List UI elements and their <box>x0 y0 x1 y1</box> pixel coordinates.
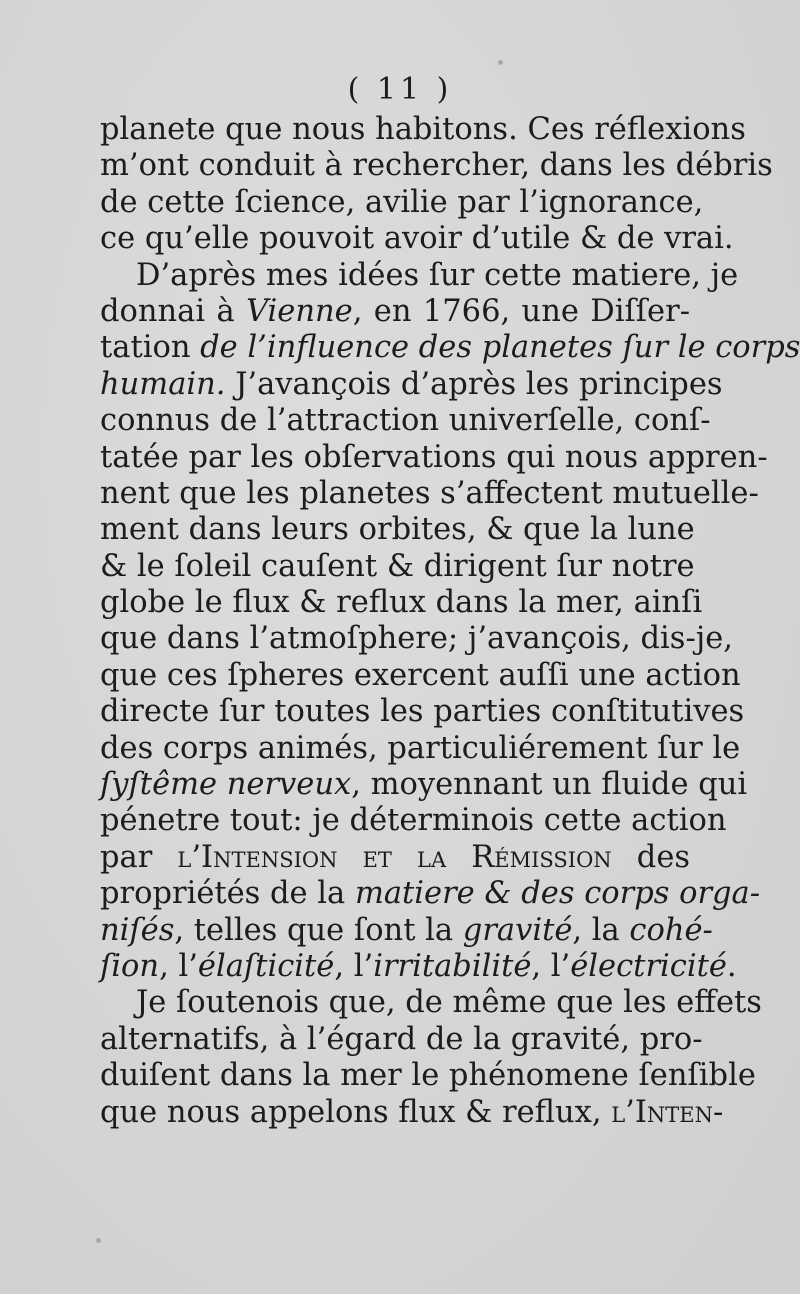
text-run: des <box>611 839 691 875</box>
text-run: directe ſur toutes les parties conſtitutives <box>100 694 745 730</box>
text-line <box>100 948 737 985</box>
text-line <box>100 1058 756 1094</box>
italic-text: de l’influence des planetes ſur le corps <box>200 330 800 366</box>
page-number: ( 11 ) <box>347 72 453 107</box>
text-run: tation <box>100 330 201 366</box>
text-line <box>100 294 690 330</box>
text-line <box>100 912 713 949</box>
italic-text: niſés <box>100 912 175 948</box>
small-caps-text: l’Intension et la Rémission <box>177 839 612 875</box>
text-run: , l’ <box>531 948 571 984</box>
text-line <box>100 148 773 184</box>
text-line <box>100 548 695 585</box>
text-line <box>100 621 733 657</box>
text-line <box>100 730 741 767</box>
text-line <box>100 366 723 403</box>
text-line <box>100 585 703 621</box>
text-line <box>100 657 741 694</box>
italic-text: ſyſtême nerveux <box>100 767 352 803</box>
italic-text: ſion <box>100 948 160 984</box>
text-run: pénetre tout: je déterminois cette action <box>100 803 727 839</box>
text-run: , telles que ſont la <box>174 912 463 948</box>
text-line <box>100 112 746 148</box>
text-run: de cette ſcience, avilie par l’ignorance, <box>100 184 704 220</box>
text-run: ment dans leurs orbites, & que la lune <box>100 512 695 548</box>
text-run: alternatifs, à l’égard de la gravité, pro- <box>100 1021 703 1057</box>
text-line <box>100 475 759 512</box>
text-line <box>100 257 739 294</box>
text-run: , la <box>572 912 630 948</box>
text-run: duiſent dans la mer le phénomene ſenſible <box>100 1058 756 1094</box>
text-line <box>100 512 695 548</box>
paragraph <box>100 112 773 258</box>
text-run: globe le flux & reflux dans la mer, ainſi <box>100 585 703 621</box>
text-line <box>100 840 690 876</box>
text-run: , en 1766, une Diſſer- <box>352 293 690 329</box>
text-run: planete que nous habitons. Ces réflexions <box>100 112 746 147</box>
text-run: connus de l’attraction univerſelle, conſ- <box>100 403 711 439</box>
text-line <box>100 985 762 1021</box>
text-line <box>100 803 727 839</box>
text-line <box>100 330 800 366</box>
text-run: , moyennant un fluide qui <box>351 767 748 803</box>
text-run: tatée par les obſervations qui nous appren- <box>100 439 768 475</box>
italic-text: matiere & des corps orga- <box>354 876 761 912</box>
italic-text: cohé- <box>629 912 713 948</box>
paper-speck <box>498 60 503 65</box>
text-run: des corps animés, particuliérement ſur le <box>100 730 741 766</box>
text-line <box>100 694 745 730</box>
small-caps-text: l’Inten- <box>611 1094 724 1130</box>
text-run: ce qu’elle pouvoit avoir d’utile & de vrai. <box>100 221 734 257</box>
text-line <box>100 403 711 439</box>
text-run: , l’ <box>334 948 374 984</box>
italic-text: irritabilité <box>373 948 532 984</box>
italic-text: gravité <box>462 912 573 948</box>
text-line <box>100 184 704 221</box>
text-run: nent que les planetes s’affectent mutuelle- <box>100 475 759 511</box>
text-run: m’ont conduit à rechercher, dans les débris <box>100 148 773 184</box>
text-run: propriétés de la <box>100 876 355 912</box>
text-run: J’avançois d’après les principes <box>225 366 723 402</box>
italic-text: électricité <box>570 948 727 984</box>
text-line <box>100 221 734 257</box>
paragraph <box>100 985 762 1131</box>
text-run: que dans l’atmoſphere; j’avançois, dis-je, <box>100 621 733 657</box>
body-text <box>100 112 800 1131</box>
italic-text: Vienne <box>246 293 353 329</box>
text-run: , l’ <box>159 948 198 984</box>
text-run: que nous appelons flux & reflux, <box>100 1094 612 1130</box>
text-run: par <box>100 839 178 875</box>
text-run: & le ſoleil cauſent & dirigent ſur notre <box>100 548 695 584</box>
text-line <box>100 1021 703 1058</box>
italic-text: élaſticité <box>197 948 335 984</box>
text-run: Je ſoutenois que, de même que les effets <box>136 985 762 1021</box>
text-line <box>100 1094 724 1131</box>
text-line <box>100 876 761 912</box>
italic-text: humain. <box>100 366 226 402</box>
text-line <box>100 767 748 803</box>
text-run: donnai à <box>100 293 247 329</box>
text-line <box>100 439 768 476</box>
text-run: que ces ſpheres exercent auſſi une action <box>100 657 741 693</box>
paper-speck <box>96 1238 101 1243</box>
paragraph <box>100 257 800 986</box>
text-run: D’après mes idées ſur cette matiere, je <box>136 257 739 293</box>
text-run: . <box>726 948 737 984</box>
